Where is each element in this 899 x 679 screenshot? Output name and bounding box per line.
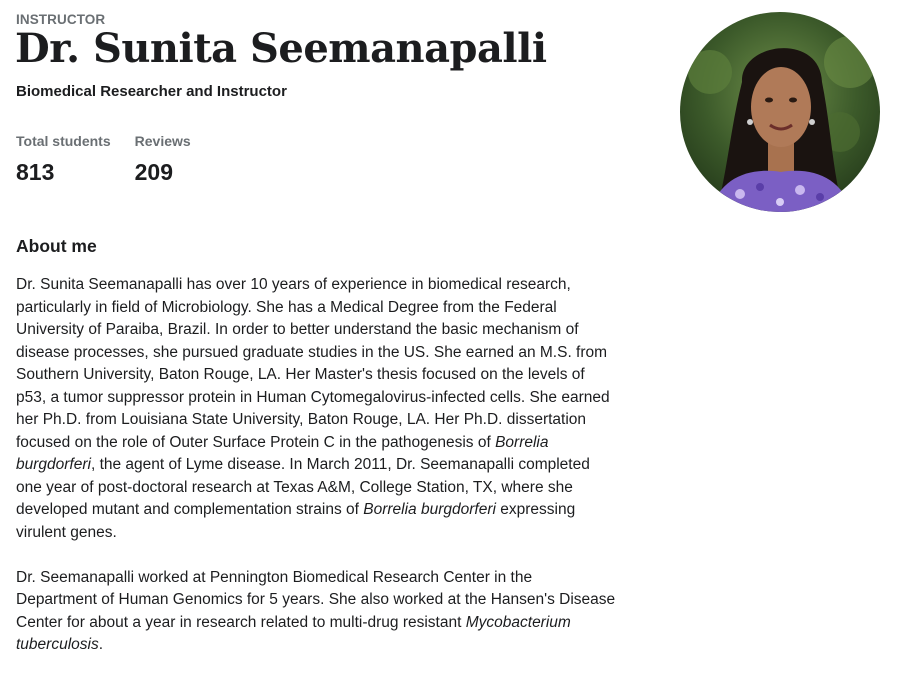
stat-label: Reviews bbox=[134, 133, 191, 149]
about-bio bbox=[16, 274, 616, 679]
instructor-name: Dr. Sunita Seemanapalli bbox=[15, 25, 547, 72]
bio-text: Dr. Seemanapalli worked at Pennington Biomedical Research Center in the Department of Human Genomics for 5 years. She also worked at the Hansen's Disease Center for about a year in research related to multi-drug resistant bbox=[16, 568, 616, 631]
stat-value: 813 bbox=[16, 159, 55, 185]
bio-text: , the agent of Lyme disease. In March 2011, Dr. Seemanapalli completed one year of post-doctoral research at Texas A&M, College Station, TX, where she developed mutant and complementation strains of bbox=[16, 456, 590, 518]
bio-species-name: Mycobacterium tuberculosis bbox=[16, 613, 571, 653]
instructor-headline: Biomedical Researcher and Instructor bbox=[16, 83, 287, 100]
about-heading: About me bbox=[16, 236, 97, 256]
bio-species-name: Borrelia burgdorferi bbox=[363, 501, 496, 518]
bio-text: Dr. Sunita Seemanapalli has over 10 years of experience in biomedical research, particularly in field of Microbiology. She has a Medical Degree from the Federal University of Paraiba, Brazil. In order to better understand the basic mechanism of disease processes, she pursued graduate studies in the US. She earned an M.S. from Southern University, Baton Rouge, LA. Her Master's thesis focused on the levels of p53, a tumor suppressor protein in Human Cytomegalovirus-infected cells. She earned her Ph.D. from Louisiana State University, Baton Rouge, LA. Her Ph.D. dissertation focused on the role of Outer Surface Protein C in the pathogenesis of bbox=[16, 276, 610, 451]
stat-reviews bbox=[135, 133, 191, 186]
instructor-eyebrow: INSTRUCTOR bbox=[16, 12, 106, 27]
bio-text: expressing virulent genes. bbox=[16, 501, 576, 541]
instructor-photo-icon bbox=[680, 12, 880, 212]
stat-total-students bbox=[16, 133, 111, 186]
bio-paragraph bbox=[16, 567, 616, 657]
instructor-stats bbox=[16, 133, 215, 186]
stat-label: Total students bbox=[16, 133, 111, 149]
stat-value: 209 bbox=[134, 159, 174, 185]
instructor-avatar bbox=[680, 12, 880, 212]
bio-species-name: Borrelia burgdorferi bbox=[16, 433, 549, 473]
bio-text: . bbox=[98, 636, 104, 653]
bio-paragraph bbox=[16, 274, 616, 544]
